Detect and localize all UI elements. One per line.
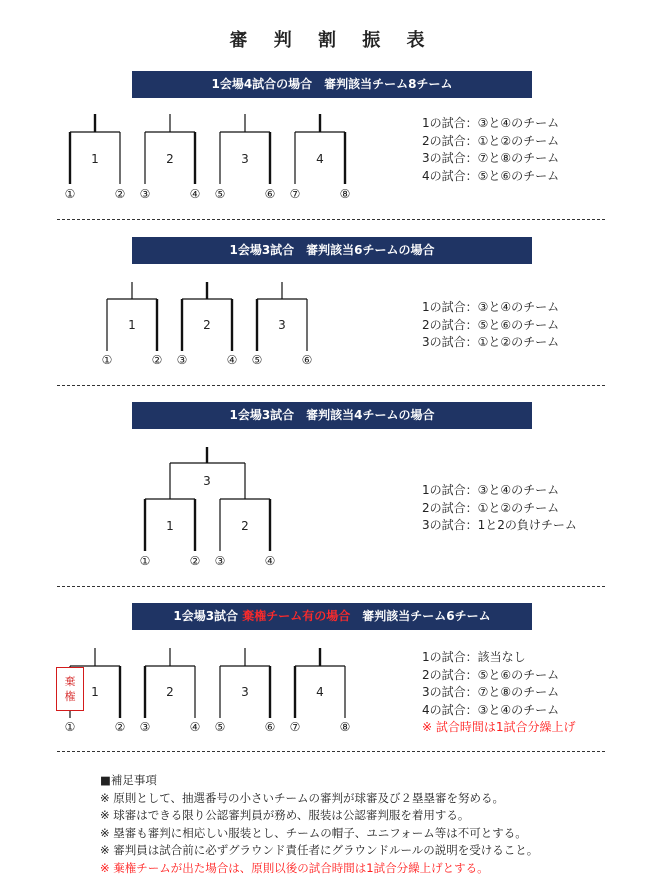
team-number: ① [101, 353, 113, 367]
assignment-line: 3の試合：⑦と⑧のチーム [422, 685, 560, 700]
assignment-line: 2の試合：①と②のチーム [422, 500, 560, 515]
note-line: ※ 原則として、抽選番号の小さいチームの審判が球審及び２塁塁審を努める。 [100, 790, 505, 805]
notes-heading: ■補足事項 [100, 773, 157, 787]
game-number: 1 [166, 519, 174, 533]
team-number: ③ [176, 353, 188, 367]
game-number: 3 [203, 474, 211, 488]
game-number: 1 [91, 152, 99, 166]
assignment-line: 1の試合：③と④のチーム [422, 116, 560, 130]
banner-text: 1会場3試合 [173, 609, 243, 623]
team-number: ① [139, 554, 151, 568]
game-number: 4 [316, 152, 324, 166]
section-2-bracket [0, 278, 400, 378]
team-number: ③ [139, 720, 151, 734]
assignment-line: 4の試合：③と④のチーム [422, 702, 560, 717]
team-number: ⑤ [214, 187, 226, 201]
team-number: ③ [214, 554, 226, 568]
team-number: ⑦ [289, 187, 301, 201]
note-line-red: ※ 棄権チームが出た場合は、原則以後の試合時間は1試合分繰上げとする。 [100, 860, 489, 875]
note-line: ※ 球審はできる限り公認審判員が務め、服装は公認審判服を着用する。 [100, 808, 470, 823]
game-number: 2 [166, 685, 174, 699]
team-number: ⑧ [339, 187, 351, 201]
section-divider [57, 586, 605, 587]
section-1-bracket [0, 110, 400, 210]
game-number: 1 [91, 685, 99, 699]
section-4-banner [132, 603, 532, 630]
team-number: ④ [226, 353, 238, 367]
section-divider [57, 219, 605, 220]
supplementary-notes [100, 772, 538, 878]
assignment-line: 3の試合：①と②のチーム [422, 335, 560, 350]
assignment-line: 3の試合：1と2の負けチーム [422, 518, 577, 533]
note-line: ※ 審判員は試合前に必ずグラウンド責任者にグラウンドルールの説明を受けること。 [100, 843, 539, 858]
section-divider [57, 385, 605, 386]
team-number: ⑤ [251, 353, 263, 367]
section-2-assignments [422, 299, 559, 352]
team-number: ⑦ [289, 720, 301, 734]
game-number: 1 [128, 318, 136, 332]
team-number: ② [189, 554, 201, 568]
section-4-assignments [422, 649, 576, 737]
team-number: ③ [139, 187, 151, 201]
team-number: ① [64, 720, 76, 734]
team-number: ⑧ [339, 720, 351, 734]
assignment-line: 1の試合：③と④のチーム [422, 483, 560, 497]
team-number: ④ [189, 187, 201, 201]
assignment-line: 1の試合：③と④のチーム [422, 300, 560, 314]
section-1-banner: 1会場4試合の場合 審判該当チーム8チーム [132, 71, 532, 98]
note-line: ※ 塁審も審判に相応しい服装とし、チームの帽子、ユニフォーム等は不可とする。 [100, 825, 527, 840]
assignment-note: ※ 試合時間は1試合分繰上げ [422, 720, 576, 735]
team-number: ⑥ [301, 353, 313, 367]
assignment-line: 2の試合：⑤と⑥のチーム [422, 667, 560, 682]
forfeit-label: 権 [64, 690, 76, 703]
team-number: ⑥ [264, 187, 276, 201]
team-number: ④ [189, 720, 201, 734]
game-number: 3 [278, 318, 286, 332]
team-number: ④ [264, 554, 276, 568]
assignment-line: 1の試合：該当なし [422, 650, 526, 664]
game-number: 3 [241, 685, 249, 699]
team-number: ② [114, 720, 126, 734]
forfeit-box [56, 667, 84, 711]
game-number: 4 [316, 685, 324, 699]
banner-text: 審判該当チーム6チーム [350, 609, 491, 623]
team-number: ⑥ [264, 720, 276, 734]
assignment-line: 2の試合：①と②のチーム [422, 133, 560, 148]
team-number: ② [151, 353, 163, 367]
game-number: 2 [203, 318, 211, 332]
team-number: ⑤ [214, 720, 226, 734]
section-3-banner: 1会場3試合 審判該当4チームの場合 [132, 402, 532, 429]
forfeit-label: 棄 [64, 675, 76, 688]
section-3-assignments [422, 482, 577, 535]
team-number: ① [64, 187, 76, 201]
game-number: 2 [166, 152, 174, 166]
section-3-bracket [0, 444, 400, 574]
section-1-assignments [422, 115, 559, 185]
banner-highlight: 棄権チーム有の場合 [242, 609, 351, 623]
section-2-banner: 1会場3試合 審判該当6チームの場合 [132, 237, 532, 264]
assignment-line: 3の試合：⑦と⑧のチーム [422, 151, 560, 166]
assignment-line: 4の試合：⑤と⑥のチーム [422, 168, 560, 183]
assignment-line: 2の試合：⑤と⑥のチーム [422, 317, 560, 332]
game-number: 3 [241, 152, 249, 166]
team-number: ② [114, 187, 126, 201]
game-number: 2 [241, 519, 249, 533]
section-divider [57, 751, 605, 752]
page-title: 審 判 割 振 表 [229, 30, 435, 51]
